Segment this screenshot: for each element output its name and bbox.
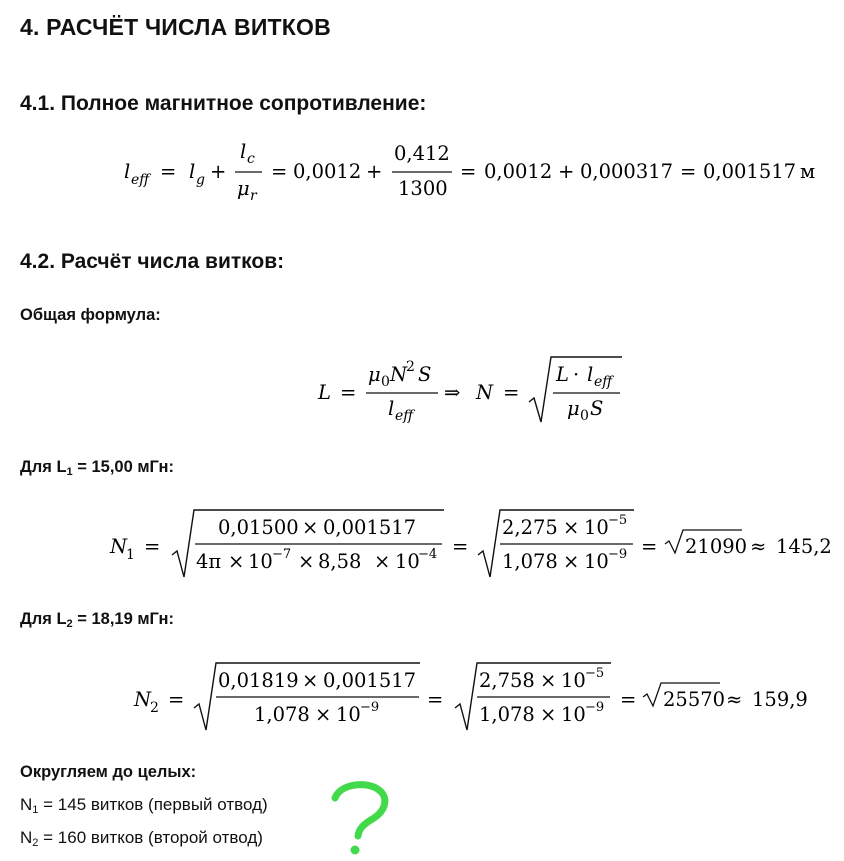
- svg-text:−4: −4: [418, 547, 438, 562]
- question-mark-annotation: [322, 776, 402, 860]
- svg-text:l: l: [587, 363, 594, 386]
- svg-text:×: ×: [540, 703, 557, 726]
- case1-label: Для $L_1 = 15,00$ мГн:: [20, 458, 174, 478]
- svg-text:10: 10: [395, 550, 420, 573]
- svg-text:N: N: [390, 363, 408, 386]
- lc-value: 0,412: [394, 142, 450, 165]
- svg-text:=: =: [144, 535, 161, 558]
- svg-text:=: =: [680, 160, 697, 183]
- svg-text:+: +: [210, 160, 227, 183]
- lc-over-mu-value: 0,000317: [580, 160, 674, 183]
- svg-text:−9: −9: [585, 700, 605, 715]
- svg-text:N: N: [110, 535, 128, 558]
- svg-text:L: L: [318, 381, 331, 404]
- svg-text:2: 2: [150, 700, 159, 716]
- svg-text:c: c: [247, 151, 255, 167]
- svg-text:×: ×: [302, 516, 319, 539]
- svg-text:μ: μ: [567, 397, 580, 420]
- svg-text:×: ×: [563, 550, 580, 573]
- svg-text:r: r: [250, 188, 257, 204]
- svg-text:10: 10: [584, 550, 609, 573]
- svg-text:=: =: [160, 160, 177, 183]
- svg-text:eff: eff: [594, 374, 613, 390]
- case1-l-value: 0,01500: [218, 516, 299, 539]
- svg-text:×: ×: [315, 703, 332, 726]
- svg-text:−7: −7: [272, 547, 292, 562]
- svg-text:=: =: [452, 535, 469, 558]
- effective-length-formula: [0, 130, 844, 210]
- svg-text:g: g: [196, 172, 205, 188]
- case1-formula: [0, 500, 844, 590]
- svg-text:=: =: [460, 160, 477, 183]
- svg-text:−9: −9: [608, 547, 628, 562]
- svg-text:4π: 4π: [196, 550, 222, 573]
- case1-radicand: 21090: [685, 535, 748, 558]
- svg-text:l: l: [124, 160, 131, 183]
- case2-formula: [0, 653, 844, 743]
- svg-text:×: ×: [374, 550, 391, 573]
- svg-text:1: 1: [126, 547, 135, 563]
- leff-value: 0,001517: [703, 160, 797, 183]
- case1-result: 145,2: [776, 535, 832, 558]
- svg-text:+: +: [558, 160, 575, 183]
- svg-text:10: 10: [248, 550, 273, 573]
- case1-leff-value: 0,001517: [323, 516, 417, 539]
- svg-text:−5: −5: [608, 513, 628, 528]
- svg-text:1,078: 1,078: [479, 703, 535, 726]
- svg-text:×: ×: [298, 550, 315, 573]
- svg-text:2: 2: [406, 359, 415, 375]
- svg-text:×: ×: [228, 550, 245, 573]
- unit-meter: м: [800, 160, 816, 183]
- svg-text:×: ×: [302, 669, 319, 692]
- svg-text:=: =: [503, 381, 520, 404]
- svg-text:l: l: [189, 160, 196, 183]
- lg-value-2: 0,0012: [484, 160, 553, 183]
- svg-text:−9: −9: [360, 700, 380, 715]
- svg-text:μ: μ: [237, 177, 250, 200]
- section-title: 4. РАСЧЁТ ЧИСЛА ВИТКОВ: [20, 14, 331, 40]
- case2-leff-value: 0,001517: [323, 669, 417, 692]
- subsection-4-1-title: 4.1. Полное магнитное сопротивление:: [20, 92, 427, 115]
- subsection-4-2-title: 4.2. Расчёт числа витков:: [20, 250, 285, 273]
- svg-text:l: l: [388, 397, 395, 420]
- svg-text:S: S: [590, 397, 604, 420]
- svg-text:S: S: [418, 363, 432, 386]
- case1-s-value: 8,58: [318, 550, 362, 573]
- svg-text:L: L: [556, 363, 569, 386]
- svg-text:=: =: [168, 688, 185, 711]
- case2-l-value: 0,01819: [218, 669, 299, 692]
- case2-label: Для $L_2 = 18,19$ мГн:: [20, 610, 174, 630]
- svg-text:=: =: [641, 535, 658, 558]
- svg-text:eff: eff: [395, 408, 414, 424]
- lg-value: 0,0012: [293, 160, 362, 183]
- svg-text:l: l: [240, 140, 247, 163]
- rounded-n2: $N_2 = 160$ витков (второй отвод): [20, 828, 263, 849]
- svg-text:10: 10: [561, 669, 586, 692]
- svg-text:×: ×: [540, 669, 557, 692]
- mu-r-value: 1300: [398, 177, 448, 200]
- svg-text:μ: μ: [368, 363, 381, 386]
- svg-text:⇒: ⇒: [444, 381, 461, 404]
- svg-text:=: =: [340, 381, 357, 404]
- svg-text:0: 0: [381, 374, 390, 390]
- general-formula: [0, 345, 844, 430]
- svg-text:?: ?: [322, 776, 323, 777]
- general-formula-label: Общая формула:: [20, 306, 161, 324]
- svg-text:1,078: 1,078: [254, 703, 310, 726]
- svg-text:=: =: [271, 160, 288, 183]
- svg-text:0: 0: [580, 408, 589, 424]
- svg-text:2,758: 2,758: [479, 669, 535, 692]
- svg-text:×: ×: [563, 516, 580, 539]
- svg-text:10: 10: [336, 703, 361, 726]
- svg-text:eff: eff: [131, 172, 150, 188]
- svg-text:2,275: 2,275: [502, 516, 558, 539]
- case2-radicand: 25570: [663, 688, 726, 711]
- rounded-n1: $N_1 = 145$ витков (первый отвод): [20, 795, 268, 816]
- svg-text:1,078: 1,078: [502, 550, 558, 573]
- svg-text:N: N: [134, 688, 152, 711]
- case2-result: 159,9: [752, 688, 808, 711]
- svg-text:·: ·: [573, 363, 580, 386]
- svg-text:N: N: [476, 381, 494, 404]
- svg-text:10: 10: [584, 516, 609, 539]
- svg-text:=: =: [427, 688, 444, 711]
- svg-text:10: 10: [561, 703, 586, 726]
- rounding-label: Округляем до целых:: [20, 763, 197, 781]
- svg-text:−5: −5: [585, 666, 605, 681]
- svg-text:≈: ≈: [750, 535, 767, 558]
- svg-text:≈: ≈: [726, 688, 743, 711]
- svg-text:=: =: [620, 688, 637, 711]
- svg-text:+: +: [366, 160, 383, 183]
